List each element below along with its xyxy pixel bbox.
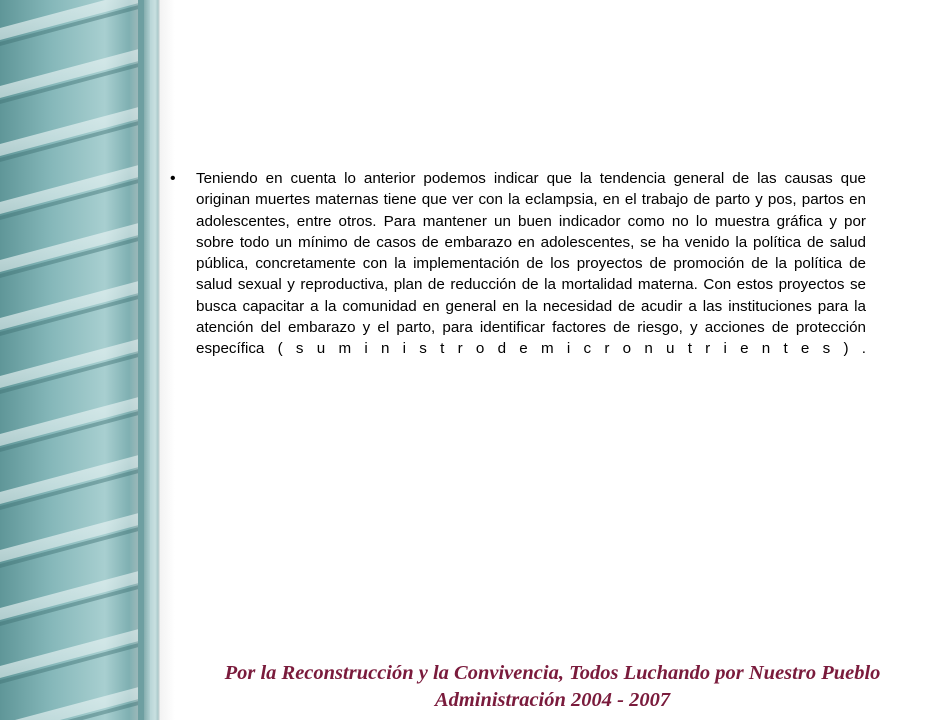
decorative-side-band — [0, 0, 160, 720]
footer-administration: Administración 2004 - 2007 — [434, 689, 671, 711]
bullet-paragraph: Teniendo en cuenta lo anterior podemos indicar que la tendencia general de las causas que originan muertes maternas tiene que ver con la eclampsia, en el trabajo de parto y pos, partos en adolescentes, entre otros. Para mantener un buen indicador como no lo muestra gráfica y por sobre todo un mínimo de casos de embarazo en adolescentes, se ha venido la política de salud pública, concretamente con la implementación de los proyectos de promoción de la política de salud sexual y reproductiva, plan de reducción de la mortalidad materna. Con estos proyectos se busca capacitar a la comunidad en general en la necesidad de acudir a las instituciones para la atención del embarazo y el parto, para identificar factores de riesgo, y acciones de protección específica ( s u m i n i s t r o d e m i c r o n u t r i e n t e s ) . — [196, 170, 866, 358]
diagonal-stripes-pattern — [0, 0, 160, 720]
bullet-symbol: • — [170, 170, 176, 187]
footer-slogan: Por la Reconstrucción y la Convivencia, Todos Luchando por Nuestro Pueblo — [224, 662, 881, 684]
